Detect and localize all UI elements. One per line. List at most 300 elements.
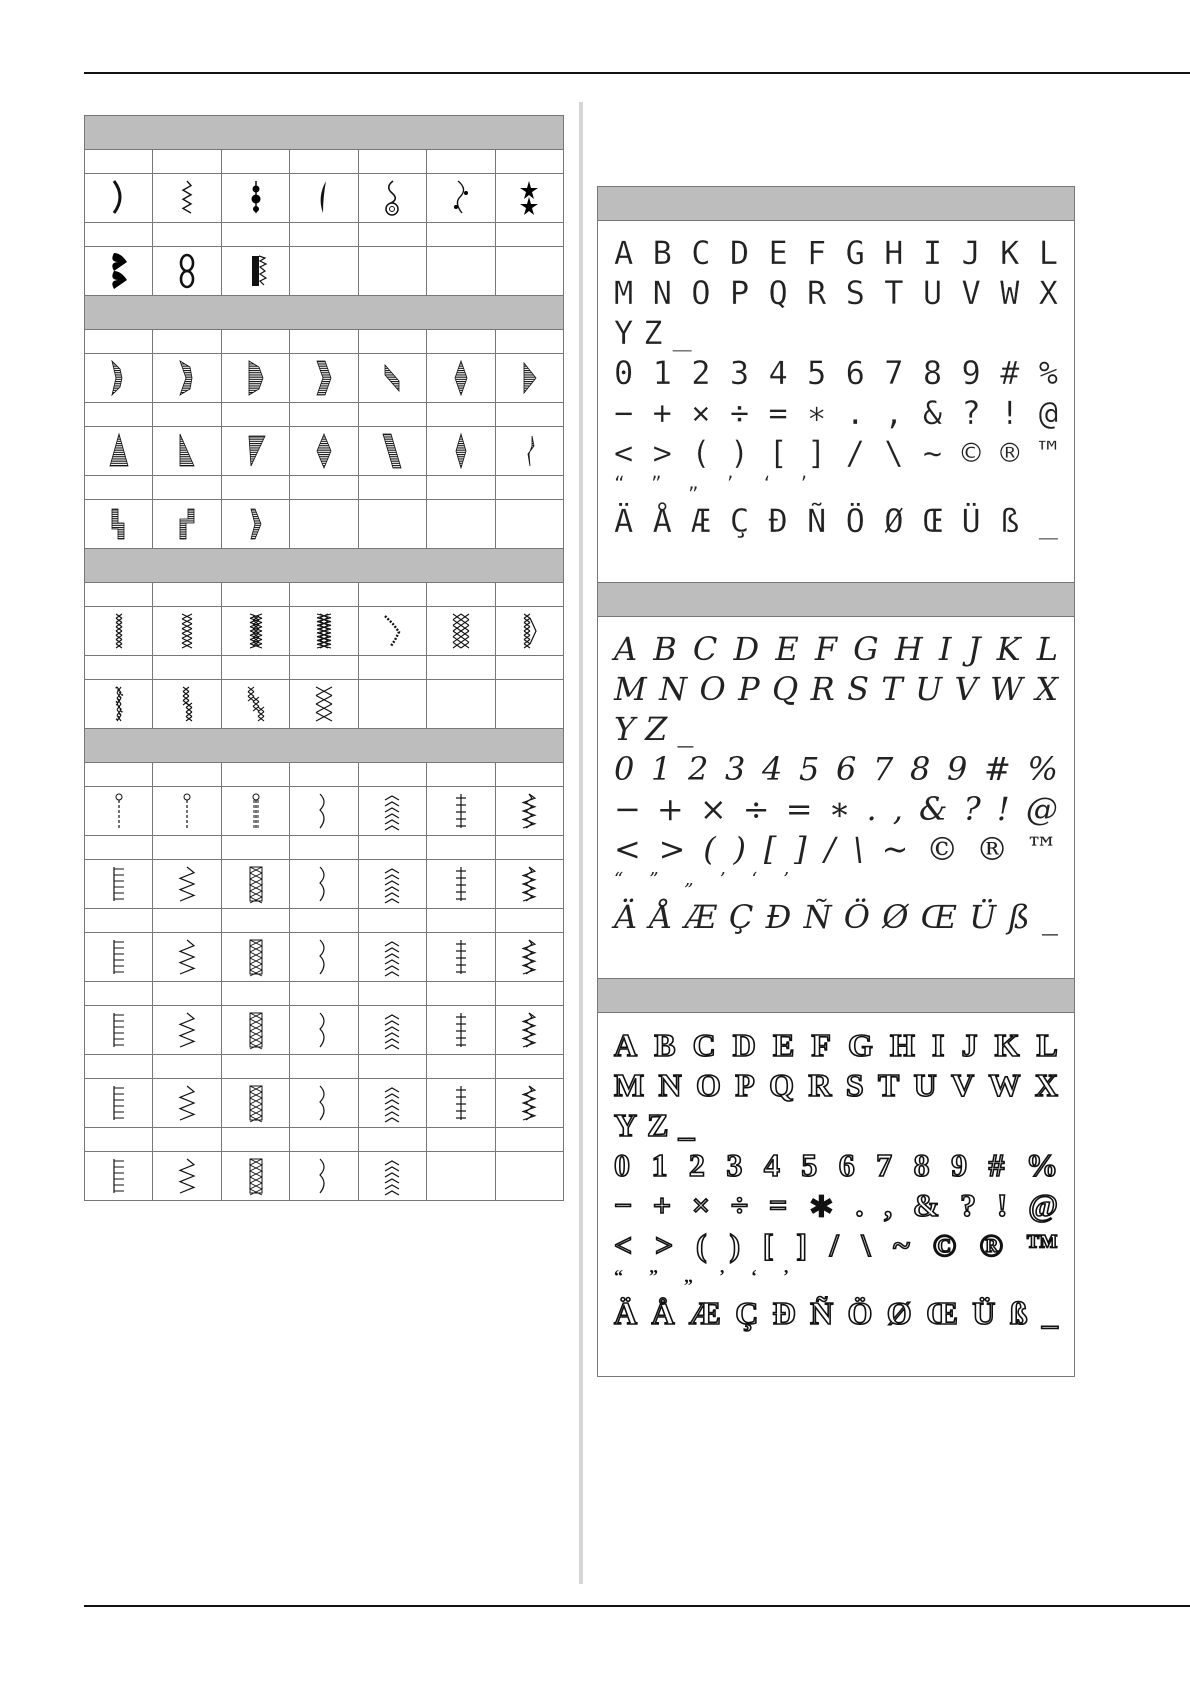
pattern-number-cell <box>427 476 495 499</box>
section-header-bar <box>85 549 563 583</box>
sat-slant-icon <box>359 354 427 402</box>
pattern-number-cell <box>427 150 495 173</box>
character-glyph: + <box>652 394 672 432</box>
pattern-number-row <box>85 330 563 354</box>
character-glyph: ∗ <box>828 790 851 828</box>
util-12-icon <box>359 860 427 908</box>
character-glyph: U <box>915 670 943 708</box>
pattern-number-cell <box>427 982 495 1005</box>
pattern-number-cell <box>427 763 495 786</box>
character-glyph: “ <box>614 1266 623 1286</box>
ser-vine-icon <box>427 174 495 222</box>
character-glyph: H <box>890 1027 915 1063</box>
character-row <box>614 353 1058 393</box>
outline-font-character-set <box>598 1013 1074 1376</box>
pattern-number-row <box>85 583 563 607</box>
character-glyph: × <box>691 1187 711 1223</box>
util-26-icon <box>359 1006 427 1054</box>
pattern-icon-row <box>85 607 563 656</box>
character-glyph: X <box>1038 274 1058 312</box>
pattern-number-cell <box>496 656 563 679</box>
character-row <box>614 1293 1058 1333</box>
sat-half-moon-2-icon <box>153 354 221 402</box>
empty-cell <box>427 1152 495 1200</box>
character-glyph: ∗ <box>807 1187 835 1223</box>
empty-cell <box>359 680 427 728</box>
pattern-number-cell <box>85 330 153 353</box>
pattern-number-cell <box>290 1128 358 1151</box>
pattern-number-cell <box>427 223 495 246</box>
character-row <box>614 669 1058 709</box>
util-3-icon <box>222 787 290 835</box>
character-glyph: × <box>691 394 711 432</box>
character-glyph: C <box>692 630 718 668</box>
character-glyph: _ <box>1042 898 1058 936</box>
pattern-number-cell <box>222 836 290 859</box>
pattern-number-cell <box>85 1128 153 1151</box>
character-glyph: 8 <box>922 354 943 392</box>
character-glyph: X <box>1035 670 1058 708</box>
character-glyph: / <box>824 830 836 868</box>
util-36-icon <box>85 1152 153 1200</box>
pattern-number-cell <box>85 583 153 606</box>
util-38-icon <box>222 1152 290 1200</box>
pattern-number-cell <box>427 1128 495 1151</box>
character-glyph: 1 <box>652 354 672 392</box>
sat-squig-icon <box>496 427 563 475</box>
sat-step-2-icon <box>153 500 221 548</box>
character-row <box>614 393 1058 433</box>
character-glyph: Ñ <box>810 1295 834 1331</box>
cross-10-icon <box>222 680 290 728</box>
sat-step-3-icon <box>222 500 290 548</box>
pattern-number-cell <box>496 223 563 246</box>
character-glyph: ß <box>1000 502 1020 540</box>
character-glyph: ( <box>703 830 716 868</box>
pattern-number-cell <box>222 330 290 353</box>
character-glyph: Đ <box>768 502 788 540</box>
character-glyph: ÷ <box>742 790 770 828</box>
character-glyph: 8 <box>910 750 931 788</box>
util-28-icon <box>496 1006 563 1054</box>
section-header-bar <box>85 296 563 330</box>
character-glyph: + <box>652 1187 672 1223</box>
pattern-number-cell <box>153 223 221 246</box>
util-7-icon <box>496 787 563 835</box>
character-glyph: > <box>658 830 686 868</box>
character-glyph: R <box>807 274 827 312</box>
ser-zig-icon <box>153 174 221 222</box>
character-glyph: Ö <box>845 502 865 540</box>
pattern-icon-row <box>85 680 563 729</box>
util-31-icon <box>222 1079 290 1127</box>
character-row <box>614 749 1058 789</box>
character-glyph: M <box>614 1067 645 1103</box>
character-glyph: Z <box>645 710 668 748</box>
pattern-number-cell <box>290 982 358 1005</box>
character-glyph: H <box>884 234 904 272</box>
character-glyph: [ <box>763 830 777 868</box>
empty-cell <box>290 500 358 548</box>
pattern-number-cell <box>427 836 495 859</box>
util-2-icon <box>153 787 221 835</box>
pattern-number-cell <box>496 982 563 1005</box>
character-glyph: _ <box>1041 1295 1058 1331</box>
util-19-icon <box>359 933 427 981</box>
pattern-number-cell <box>290 1055 358 1078</box>
character-glyph: > <box>655 1227 674 1263</box>
pattern-number-cell <box>427 583 495 606</box>
character-glyph: Y <box>614 1107 638 1143</box>
character-glyph: < <box>614 1227 633 1263</box>
font-section-header-bar <box>598 583 1074 617</box>
character-glyph: ” <box>650 473 662 494</box>
character-glyph: Ö <box>847 1295 873 1331</box>
character-glyph: M <box>614 670 647 708</box>
character-row <box>614 1185 1058 1225</box>
empty-cell <box>290 247 358 295</box>
character-glyph: ~ <box>893 1227 910 1263</box>
character-glyph: Đ <box>772 1295 796 1331</box>
character-glyph: G <box>853 630 879 668</box>
pattern-number-cell <box>290 909 358 932</box>
pattern-number-cell <box>153 763 221 786</box>
util-34-icon <box>427 1079 495 1127</box>
character-row <box>614 897 1058 937</box>
character-glyph: 4 <box>762 750 783 788</box>
character-glyph: [ <box>768 434 788 472</box>
character-glyph: ? <box>961 394 981 432</box>
character-glyph: 0 <box>614 750 635 788</box>
character-glyph: K <box>994 1027 1020 1063</box>
character-glyph: Ä <box>614 898 638 936</box>
empty-cell <box>359 500 427 548</box>
util-33-icon <box>359 1079 427 1127</box>
character-glyph: S <box>845 1067 864 1103</box>
character-glyph: J <box>967 630 981 668</box>
pattern-number-cell <box>290 656 358 679</box>
pattern-number-cell <box>153 909 221 932</box>
util-35-icon <box>496 1079 563 1127</box>
pattern-number-cell <box>222 150 290 173</box>
cross-2-icon <box>153 607 221 655</box>
sat-half-disc-icon <box>222 354 290 402</box>
character-glyph: I <box>938 630 952 668</box>
character-glyph: Ü <box>961 502 981 540</box>
util-40-icon <box>359 1152 427 1200</box>
character-glyph: ! <box>996 1187 1008 1223</box>
pattern-icon-row <box>85 1152 563 1200</box>
character-glyph: “ <box>614 869 624 890</box>
character-glyph: ” <box>649 1266 658 1286</box>
pattern-number-cell <box>359 1055 427 1078</box>
character-glyph: 6 <box>838 1147 855 1183</box>
character-glyph: 0 <box>614 1147 630 1183</box>
character-row <box>614 1025 1058 1065</box>
pattern-number-cell <box>427 330 495 353</box>
character-glyph: ’ <box>724 473 736 494</box>
character-glyph: ™ <box>1025 830 1058 868</box>
util-27-icon <box>427 1006 495 1054</box>
pattern-number-cell <box>85 403 153 426</box>
character-glyph: Œ <box>920 898 958 936</box>
ser-curve-icon <box>85 174 153 222</box>
pattern-number-cell <box>222 982 290 1005</box>
character-glyph: # <box>988 1147 1005 1183</box>
character-glyph: Ç <box>735 1295 759 1331</box>
util-11-icon <box>290 860 358 908</box>
character-glyph: G <box>845 234 865 272</box>
character-glyph: & <box>922 394 943 432</box>
character-glyph: % <box>1027 750 1058 788</box>
pattern-number-row <box>85 476 563 500</box>
character-glyph: ) <box>729 1227 741 1263</box>
character-glyph: D <box>732 1027 756 1063</box>
character-glyph: 7 <box>873 750 894 788</box>
sat-tri-up-icon <box>85 427 153 475</box>
ser-eight-icon <box>153 247 221 295</box>
character-glyph: ’ <box>783 869 789 890</box>
cross-11-icon <box>290 680 358 728</box>
character-font-panel <box>597 186 1075 1377</box>
character-glyph: ] <box>794 830 807 868</box>
character-glyph: X <box>1034 1067 1058 1103</box>
pattern-number-cell <box>359 476 427 499</box>
character-glyph: I <box>922 234 943 272</box>
character-glyph: 2 <box>688 1147 705 1183</box>
character-glyph: ( <box>696 1227 707 1263</box>
character-glyph: R <box>808 1067 832 1103</box>
sat-half-moon-icon <box>85 354 153 402</box>
character-glyph: Z <box>643 314 663 352</box>
character-glyph: ’ <box>719 869 726 890</box>
character-glyph: # <box>1000 354 1020 392</box>
character-glyph: T <box>877 1067 900 1103</box>
character-glyph: W <box>988 1067 1021 1103</box>
character-glyph: ~ <box>922 434 943 472</box>
character-glyph: 9 <box>961 354 981 392</box>
pattern-number-cell <box>496 1128 563 1151</box>
empty-cell <box>359 247 427 295</box>
pattern-number-cell <box>222 1055 290 1078</box>
gothic-font-character-set <box>598 221 1074 583</box>
character-glyph: 9 <box>947 750 968 788</box>
column-divider <box>579 102 583 1584</box>
pattern-number-cell <box>290 763 358 786</box>
pattern-number-cell <box>496 330 563 353</box>
sat-oval-icon <box>427 354 495 402</box>
character-glyph: L <box>1038 234 1058 272</box>
character-glyph: − <box>614 394 634 432</box>
pattern-number-cell <box>359 150 427 173</box>
character-glyph: Ø <box>886 1295 912 1331</box>
character-row <box>614 313 1058 353</box>
pattern-number-cell <box>222 223 290 246</box>
pattern-number-row <box>85 656 563 680</box>
character-glyph: , <box>884 394 904 432</box>
character-glyph: ’ <box>719 1266 725 1286</box>
util-23-icon <box>153 1006 221 1054</box>
character-glyph: 3 <box>726 1147 743 1183</box>
pattern-number-cell <box>153 656 221 679</box>
character-glyph: ( <box>691 434 711 472</box>
character-glyph: 7 <box>884 354 904 392</box>
pattern-number-cell <box>85 476 153 499</box>
character-glyph: 4 <box>768 354 788 392</box>
pattern-number-cell <box>359 656 427 679</box>
character-glyph: P <box>735 1067 755 1103</box>
sat-step-1-icon <box>85 500 153 548</box>
pattern-number-row <box>85 836 563 860</box>
sat-tri-down-icon <box>222 427 290 475</box>
util-20-icon <box>427 933 495 981</box>
util-9-icon <box>153 860 221 908</box>
pattern-number-cell <box>359 763 427 786</box>
character-glyph: R <box>810 670 835 708</box>
character-glyph: Æ <box>691 502 711 540</box>
character-glyph: W <box>1000 274 1020 312</box>
character-glyph: ® <box>1000 434 1020 472</box>
pattern-number-cell <box>222 583 290 606</box>
pattern-number-cell <box>222 656 290 679</box>
pattern-number-cell <box>496 150 563 173</box>
character-glyph: P <box>738 670 760 708</box>
character-glyph: C <box>692 1027 716 1063</box>
util-32-icon <box>290 1079 358 1127</box>
character-glyph: Ä <box>614 502 634 540</box>
section-header-bar <box>85 116 563 150</box>
character-glyph: − <box>614 1187 633 1223</box>
character-glyph: T <box>881 670 903 708</box>
character-glyph: O <box>699 670 726 708</box>
character-glyph: \ <box>861 1227 871 1263</box>
character-glyph: K <box>996 630 1021 668</box>
sat-tri-right-icon <box>496 354 563 402</box>
util-6-icon <box>427 787 495 835</box>
character-row <box>614 233 1058 273</box>
pattern-number-cell <box>153 836 221 859</box>
pattern-number-row <box>85 1055 563 1079</box>
pattern-number-cell <box>290 223 358 246</box>
cross-4-icon <box>290 607 358 655</box>
empty-cell <box>427 500 495 548</box>
character-glyph: @ <box>1025 790 1058 828</box>
cross-8-icon <box>85 680 153 728</box>
ser-heart-icon <box>85 247 153 295</box>
character-glyph: C <box>691 234 711 272</box>
util-39-icon <box>290 1152 358 1200</box>
character-glyph: ß <box>1008 898 1030 936</box>
character-row <box>614 629 1058 669</box>
ser-stars-icon <box>496 174 563 222</box>
character-glyph: H <box>894 630 923 668</box>
empty-cell <box>427 247 495 295</box>
character-glyph: ™ <box>1025 1227 1058 1263</box>
character-glyph: ‘ <box>761 473 773 494</box>
character-glyph: B <box>652 234 672 272</box>
character-glyph: ” <box>649 869 659 890</box>
pattern-number-cell <box>427 1055 495 1078</box>
character-glyph: 5 <box>799 750 820 788</box>
character-glyph: „ <box>684 1266 693 1286</box>
empty-cell <box>496 500 563 548</box>
sat-diamond-icon <box>290 427 358 475</box>
pattern-number-cell <box>290 583 358 606</box>
character-glyph: Æ <box>684 898 717 936</box>
character-row <box>614 829 1058 869</box>
character-glyph: Ä <box>614 1295 638 1331</box>
util-18-icon <box>290 933 358 981</box>
character-glyph: _ <box>1038 502 1058 540</box>
pattern-number-cell <box>153 403 221 426</box>
pattern-number-row <box>85 763 563 787</box>
character-glyph: Q <box>769 1067 795 1103</box>
character-glyph: \ <box>884 434 904 472</box>
character-glyph: L <box>1036 1027 1058 1063</box>
bottom-rule <box>84 1605 1190 1607</box>
pattern-icon-row <box>85 354 563 403</box>
character-glyph: ÷ <box>729 394 750 432</box>
character-glyph: ) <box>733 830 747 868</box>
pattern-number-row <box>85 909 563 933</box>
character-glyph: = <box>768 394 788 432</box>
character-glyph: E <box>768 234 788 272</box>
character-glyph: & <box>912 1187 940 1223</box>
character-glyph: Ø <box>884 502 904 540</box>
character-glyph: 5 <box>807 354 827 392</box>
pattern-icon-row <box>85 427 563 476</box>
character-glyph: < <box>614 830 641 868</box>
character-glyph: Q <box>772 670 799 708</box>
pattern-number-cell <box>85 656 153 679</box>
pattern-number-cell <box>85 909 153 932</box>
character-glyph: B <box>653 630 677 668</box>
character-glyph: < <box>614 434 634 472</box>
pattern-number-cell <box>359 403 427 426</box>
character-glyph: [ <box>762 1227 774 1263</box>
character-glyph: 3 <box>725 750 746 788</box>
stitch-pattern-table <box>84 115 564 1201</box>
pattern-number-cell <box>427 403 495 426</box>
pattern-number-row <box>85 982 563 1006</box>
character-glyph: J <box>961 234 981 272</box>
character-glyph: I <box>931 1027 945 1063</box>
util-21-icon <box>496 933 563 981</box>
ser-dots-icon <box>222 174 290 222</box>
character-glyph: % <box>1025 1147 1058 1183</box>
pattern-icon-row <box>85 174 563 223</box>
sat-chevron-icon <box>290 354 358 402</box>
character-glyph: . <box>866 790 877 828</box>
pattern-number-cell <box>153 982 221 1005</box>
character-glyph: P <box>729 274 750 312</box>
empty-cell <box>496 1152 563 1200</box>
character-glyph: Ç <box>728 898 754 936</box>
character-glyph: _ <box>677 710 694 748</box>
pattern-number-cell <box>222 476 290 499</box>
character-glyph: 5 <box>801 1147 818 1183</box>
pattern-number-cell <box>85 223 153 246</box>
pattern-icon-row <box>85 1079 563 1128</box>
character-row <box>614 789 1058 829</box>
character-glyph: − <box>614 790 641 828</box>
font-section-header-bar <box>598 187 1074 221</box>
sat-slant-bar-icon <box>359 427 427 475</box>
pattern-number-cell <box>290 476 358 499</box>
character-glyph: E <box>775 630 799 668</box>
character-glyph: ∗ <box>807 394 827 432</box>
cross-6-icon <box>427 607 495 655</box>
